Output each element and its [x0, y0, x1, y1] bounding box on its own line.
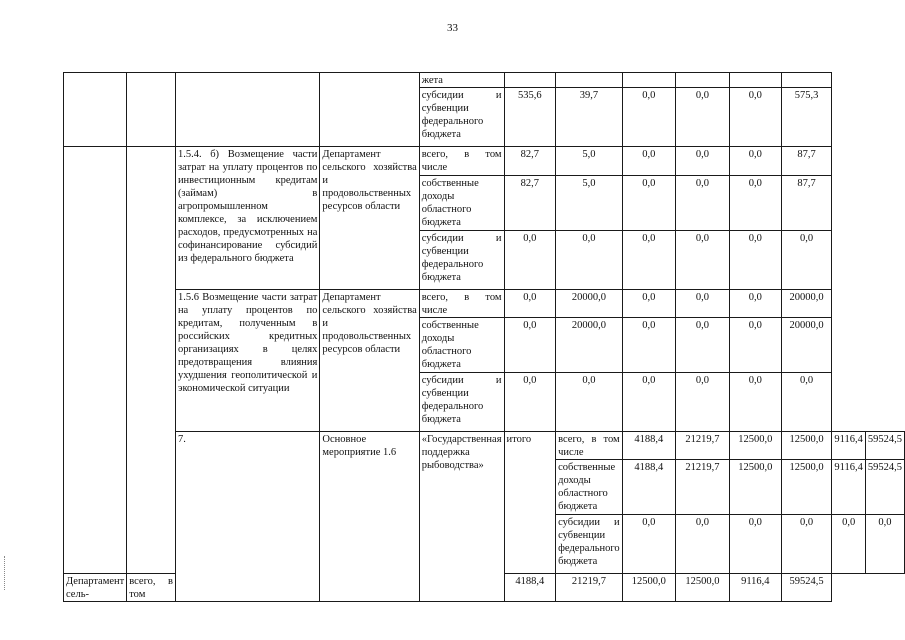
cell-value: 39,7 — [556, 88, 623, 147]
cell-measure: 1.5.6 Возмещение части затрат на уплату процентов по кредитам, полученным в российских кредитных организациях в целях предотвращения влияния ухудшения геополитической и экономической ситуации — [175, 290, 319, 432]
cell-value: 0,0 — [622, 318, 675, 373]
cell-status: Основное мероприятие 1.6 — [320, 432, 419, 602]
cell-total: 0,0 — [781, 373, 832, 432]
cell-value: 4188,4 — [622, 432, 675, 460]
cell-source: всего, в том — [127, 574, 176, 602]
cell-value: 12500,0 — [729, 432, 781, 460]
cell-value: 12500,0 — [781, 432, 832, 460]
cell-value: 12500,0 — [729, 460, 781, 515]
cell-value: 9116,4 — [832, 432, 866, 460]
cell-value: 0,0 — [675, 231, 729, 290]
cell-measure — [175, 73, 319, 147]
cell-value: 12500,0 — [781, 460, 832, 515]
cell-value: 82,7 — [504, 147, 556, 176]
cell-total: 87,7 — [781, 176, 832, 231]
cell-value: 0,0 — [675, 515, 729, 574]
cell-value: 0,0 — [504, 373, 556, 432]
cell-value: 0,0 — [675, 318, 729, 373]
cell-value: 0,0 — [729, 318, 781, 373]
cell-no — [64, 73, 127, 147]
cell-value: 535,6 — [504, 88, 556, 147]
cell-value: 21219,7 — [675, 460, 729, 515]
cell-value: 0,0 — [781, 515, 832, 574]
cell-status — [127, 73, 176, 147]
scan-margin-mark — [4, 556, 8, 590]
cell-total: 0,0 — [781, 231, 832, 290]
cell-value: 0,0 — [622, 176, 675, 231]
cell-value: 0,0 — [729, 231, 781, 290]
cell-value: 0,0 — [729, 515, 781, 574]
cell-value: 0,0 — [556, 373, 623, 432]
cell-value: 0,0 — [675, 88, 729, 147]
cell-value: 5,0 — [556, 176, 623, 231]
cell-value: 9116,4 — [729, 574, 781, 602]
cell-value: 0,0 — [729, 176, 781, 231]
cell-total: 575,3 — [781, 88, 832, 147]
cell-source: субсидии и субвенции федерального бюджета — [419, 88, 504, 147]
cell-source: всего, в том числе — [556, 432, 623, 460]
table-row — [64, 290, 905, 318]
cell-source: субсидии и субвенции федерального бюджета — [556, 515, 623, 574]
cell-value: 0,0 — [729, 373, 781, 432]
cell-total: 59524,5 — [865, 432, 904, 460]
cell-source: собственные доходы областного бюджета — [419, 318, 504, 373]
cell-value: 0,0 — [622, 515, 675, 574]
cell-no — [64, 147, 127, 574]
cell-value: 12500,0 — [675, 574, 729, 602]
cell-value: 0,0 — [675, 290, 729, 318]
cell-executor: Департамент сельского хозяйства и продовольственных ресурсов области — [320, 290, 419, 432]
cell-source: субсидии и субвенции федерального бюджета — [419, 231, 504, 290]
cell-value: 0,0 — [675, 373, 729, 432]
cell-value: 0,0 — [729, 147, 781, 176]
cell-value: 0,0 — [675, 176, 729, 231]
cell-value: 0,0 — [622, 290, 675, 318]
cell-value: 0,0 — [622, 231, 675, 290]
cell-source: всего, в том числе — [419, 290, 504, 318]
cell-source: собственные доходы областного бюджета — [419, 176, 504, 231]
cell-value: 20000,0 — [556, 290, 623, 318]
cell-total: 20000,0 — [781, 290, 832, 318]
cell-total: 20000,0 — [781, 318, 832, 373]
cell-value: 0,0 — [729, 88, 781, 147]
cell-total: 87,7 — [781, 147, 832, 176]
cell-executor: Департамент сельского хозяйства и продовольственных ресурсов области — [320, 147, 419, 290]
cell-value: 0,0 — [622, 88, 675, 147]
cell-value: 0,0 — [556, 231, 623, 290]
cell-source: жета — [419, 73, 504, 88]
cell-source: собственные доходы областного бюджета — [556, 460, 623, 515]
cell-value: 20000,0 — [556, 318, 623, 373]
cell-value: 0,0 — [729, 290, 781, 318]
cell-value: 0,0 — [675, 147, 729, 176]
table-row — [64, 432, 905, 460]
cell-value: 82,7 — [504, 176, 556, 231]
cell-status — [127, 147, 176, 574]
cell-value: 4188,4 — [504, 574, 556, 602]
cell-value: 4188,4 — [622, 460, 675, 515]
cell-measure: «Государственная поддержка рыбоводства» — [419, 432, 504, 602]
cell-executor: итого — [504, 432, 556, 574]
cell-value: 21219,7 — [675, 432, 729, 460]
cell-no: 7. — [175, 432, 319, 602]
budget-table — [63, 72, 905, 602]
table-row — [64, 73, 905, 88]
cell-total: 0,0 — [865, 515, 904, 574]
cell-measure: 1.5.4. б) Возмещение части затрат на уплату процентов по инвестиционным кредитам (займам) в агропромышленном комплексе, за исключением расходов, предусмотренных на софинансирование субсидий из федерального бюджета — [175, 147, 319, 290]
cell-value: 0,0 — [504, 231, 556, 290]
table-row — [64, 147, 905, 176]
cell-value: 0,0 — [504, 290, 556, 318]
cell-value: 0,0 — [622, 147, 675, 176]
cell-value: 0,0 — [504, 318, 556, 373]
cell-value: 9116,4 — [832, 460, 866, 515]
page-number: 33 — [447, 22, 458, 34]
cell-value: 0,0 — [832, 515, 866, 574]
cell-executor — [320, 73, 419, 147]
cell-total: 59524,5 — [781, 574, 832, 602]
cell-value: 5,0 — [556, 147, 623, 176]
cell-total: 59524,5 — [865, 460, 904, 515]
cell-source: всего, в том числе — [419, 147, 504, 176]
cell-executor: Департамент сель- — [64, 574, 127, 602]
cell-value: 0,0 — [622, 373, 675, 432]
cell-value: 12500,0 — [622, 574, 675, 602]
cell-value: 21219,7 — [556, 574, 623, 602]
cell-source: субсидии и субвенции федерального бюджета — [419, 373, 504, 432]
